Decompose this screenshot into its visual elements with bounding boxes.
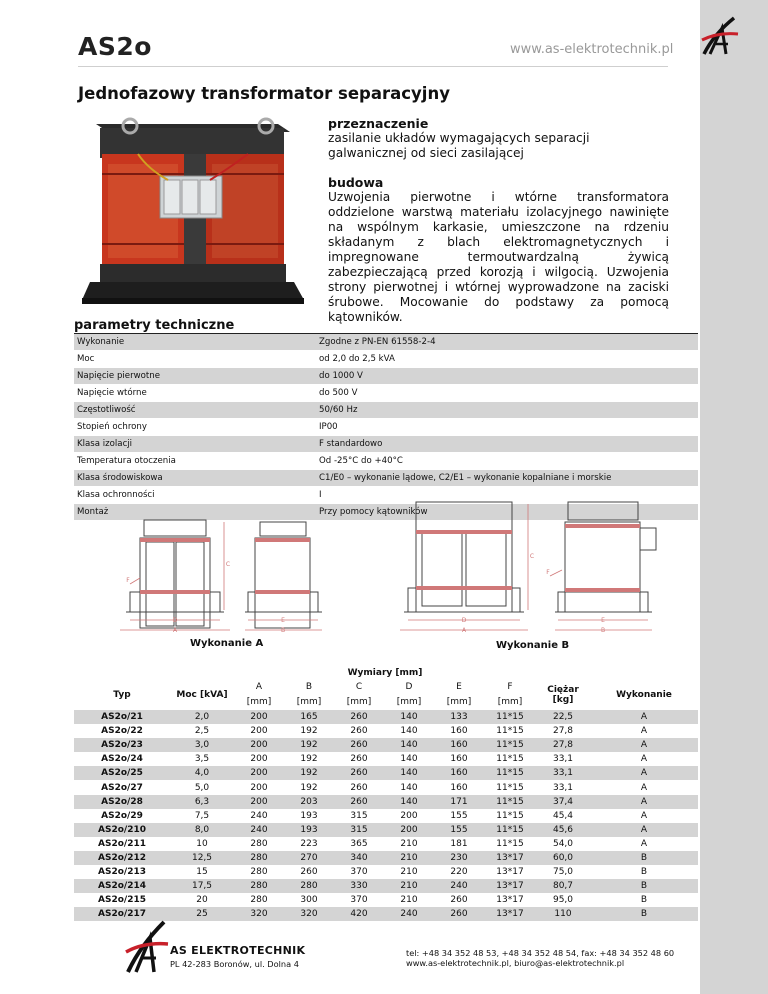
cell-f: 11*15 (484, 710, 536, 724)
cell-d: 140 (384, 766, 434, 780)
cell-a: 200 (234, 795, 284, 809)
cell-variant: B (640, 867, 648, 878)
cell-f: 11*15 (496, 810, 524, 821)
dimension-row (74, 837, 698, 851)
cell-d: 210 (384, 879, 434, 893)
cell-typ: AS2o/21 (74, 710, 170, 724)
param-value: IP00 (315, 419, 698, 436)
cell-variant: B (590, 879, 698, 893)
cell-c: 260 (334, 766, 384, 780)
param-key: Klasa izolacji (74, 436, 315, 453)
dimensions-table (74, 666, 698, 921)
cell-a: 200 (234, 766, 284, 780)
dimension-drawings (100, 492, 690, 657)
cell-moc: 15 (196, 867, 208, 878)
cell-variant: A (590, 795, 698, 809)
cell-weight: 33,1 (536, 766, 590, 780)
cell-weight: 75,0 (552, 867, 574, 878)
cell-f: 11*15 (484, 766, 536, 780)
cell-moc: 6,3 (170, 795, 234, 809)
col-header-a: A (255, 682, 263, 692)
dimension-row (74, 865, 698, 879)
param-value: do 500 V (315, 385, 698, 402)
param-row (74, 334, 698, 351)
cell-weight: 54,0 (552, 838, 574, 849)
company-name: AS ELEKTROTECHNIK (170, 944, 306, 957)
cell-b: 223 (300, 838, 318, 849)
cell-b: 320 (284, 907, 334, 921)
cell-moc: 3,0 (170, 738, 234, 752)
cell-e: 160 (450, 754, 468, 765)
cell-b: 260 (300, 867, 318, 878)
cell-b: 192 (300, 754, 318, 765)
col-header-e: E (456, 682, 462, 692)
cell-e: 160 (434, 766, 484, 780)
cell-moc: 25 (170, 907, 234, 921)
cell-weight: 33,1 (552, 754, 574, 765)
cell-weight: 22,5 (536, 710, 590, 724)
param-value: do 1000 V (315, 368, 698, 385)
col-header-typ: Typ (113, 690, 131, 700)
dimension-row (74, 893, 698, 907)
cell-e: 155 (450, 810, 468, 821)
cell-b: 192 (284, 738, 334, 752)
dimension-row (74, 879, 698, 893)
param-key: Moc (74, 351, 315, 368)
cell-c: 260 (334, 738, 384, 752)
right-sidebar-band (700, 0, 768, 994)
cell-d: 140 (384, 710, 434, 724)
cell-c: 260 (350, 754, 368, 765)
dim-label-c-a: C (225, 561, 231, 568)
dim-label-b-a: B (280, 627, 286, 634)
param-value: I (315, 487, 698, 504)
cell-f: 11*15 (496, 726, 524, 737)
cell-moc: 2,0 (170, 710, 234, 724)
col-header-b: B (305, 682, 313, 692)
cell-e: 155 (434, 823, 484, 837)
cell-moc: 3,5 (194, 754, 210, 765)
cell-weight: 27,8 (536, 738, 590, 752)
cell-a: 240 (234, 823, 284, 837)
cell-a: 240 (250, 810, 268, 821)
cell-moc: 5,0 (194, 782, 210, 793)
dimension-row (74, 752, 698, 766)
cell-a: 200 (250, 782, 268, 793)
purpose-heading: przeznaczenie (328, 116, 429, 131)
cell-d: 210 (400, 838, 418, 849)
unit-a: [mm] (246, 697, 272, 707)
construction-text-last: kątowników. (328, 310, 403, 324)
cell-b: 280 (284, 879, 334, 893)
dimension-row (74, 809, 698, 823)
cell-c: 340 (334, 851, 384, 865)
construction-text: Uzwojenia pierwotne i wtórne transformatora oddzielone warstwą materiału izolacyjnego nawinięte na wspólnym karkasie, umieszczone na rdzeniu składanym z blach elektromagnetycznych i impregnowane termoutwardzalną żywicą zabezpieczającą przed korozją i wilgocią. Uzwojenia strony pierwotnej i wtórnej wyprowadzone na zaciski śrubowe. Mocowanie do podstawy za pomocą (328, 190, 669, 309)
param-value: F standardowo (315, 436, 698, 453)
cell-e: 230 (434, 851, 484, 865)
cell-e: 260 (450, 895, 468, 906)
cell-weight: 45,4 (552, 810, 574, 821)
cell-typ: AS2o/28 (74, 795, 170, 809)
cell-weight: 27,8 (552, 726, 574, 737)
cell-typ: AS2o/25 (74, 766, 170, 780)
cell-b: 193 (284, 823, 334, 837)
param-value: Przy pomocy kątowników (315, 504, 698, 521)
cell-typ: AS2o/211 (98, 838, 146, 849)
company-logo-icon (700, 14, 740, 58)
cell-typ: AS2o/212 (74, 851, 170, 865)
cell-d: 210 (400, 895, 418, 906)
param-key: Częstotliwość (74, 402, 315, 419)
cell-e: 160 (450, 726, 468, 737)
dim-label-d-a: D (172, 617, 178, 624)
variant-a-label: Wykonanie A (190, 638, 264, 649)
cell-e: 181 (450, 838, 468, 849)
param-key: Napięcie pierwotne (74, 368, 315, 385)
contact-web-email[interactable]: www.as-elektrotechnik.pl, biuro@as-elektrotechnik.pl (406, 958, 625, 968)
col-header-c: C (355, 682, 363, 692)
cell-variant: A (640, 838, 648, 849)
unit-b: [mm] (296, 697, 322, 707)
dimension-row (74, 823, 698, 837)
website-link[interactable]: www.as-elektrotechnik.pl (510, 42, 674, 57)
cell-variant: A (590, 823, 698, 837)
cell-d: 140 (400, 782, 418, 793)
variant-b-label: Wykonanie B (496, 640, 570, 651)
cell-d: 240 (384, 907, 434, 921)
dim-label-f-b: F (546, 569, 550, 576)
param-key: Klasa środowiskowa (74, 470, 315, 487)
cell-variant: A (640, 782, 648, 793)
cell-e: 160 (450, 782, 468, 793)
dimension-row (74, 710, 698, 724)
cell-a: 320 (234, 907, 284, 921)
cell-c: 370 (350, 867, 368, 878)
cell-f: 11*15 (484, 823, 536, 837)
cell-e: 220 (450, 867, 468, 878)
cell-weight: 60,0 (536, 851, 590, 865)
dim-label-a-b: A (461, 627, 467, 634)
cell-variant: B (590, 907, 698, 921)
cell-f: 13*17 (496, 867, 524, 878)
transformer-photo (78, 114, 308, 310)
cell-d: 210 (400, 867, 418, 878)
dim-label-b-b: B (600, 627, 606, 634)
cell-b: 192 (300, 782, 318, 793)
cell-d: 200 (400, 810, 418, 821)
unit-d: [mm] (396, 697, 422, 707)
cell-a: 280 (250, 838, 268, 849)
cell-typ: AS2o/217 (74, 907, 170, 921)
param-row (74, 351, 698, 368)
cell-weight: 95,0 (552, 895, 574, 906)
dim-label-f-a: F (126, 577, 130, 584)
cell-e: 260 (434, 907, 484, 921)
cell-weight: 33,1 (552, 782, 574, 793)
cell-moc: 20 (196, 895, 208, 906)
cell-f: 13*17 (484, 907, 536, 921)
dimension-row (74, 724, 698, 738)
cell-typ: AS2o/214 (74, 879, 170, 893)
cell-typ: AS2o/27 (101, 782, 143, 793)
cell-f: 13*17 (484, 879, 536, 893)
product-model: AS2o (78, 32, 152, 61)
cell-weight: 110 (536, 907, 590, 921)
param-key: Temperatura otoczenia (74, 453, 315, 470)
cell-a: 280 (234, 851, 284, 865)
cell-d: 140 (400, 754, 418, 765)
cell-f: 13*17 (484, 851, 536, 865)
param-row (74, 368, 698, 385)
cell-c: 370 (350, 895, 368, 906)
dimension-row (74, 738, 698, 752)
unit-e: [mm] (446, 697, 472, 707)
cell-f: 11*15 (496, 754, 524, 765)
cell-d: 210 (384, 851, 434, 865)
contact-phones: tel: +48 34 352 48 53, +48 34 352 48 54, fax: +48 34 352 48 60 (406, 948, 675, 958)
param-row (74, 385, 698, 402)
cell-moc: 10 (196, 838, 208, 849)
cell-a: 280 (234, 879, 284, 893)
cell-variant: B (640, 895, 648, 906)
param-row (74, 419, 698, 436)
cell-variant: A (640, 810, 648, 821)
cell-weight: 45,6 (536, 823, 590, 837)
param-value: Zgodne z PN-EN 61558-2-4 (315, 334, 698, 351)
cell-e: 160 (434, 738, 484, 752)
cell-c: 330 (334, 879, 384, 893)
cell-b: 192 (284, 766, 334, 780)
cell-a: 280 (250, 895, 268, 906)
cell-a: 280 (250, 867, 268, 878)
cell-f: 11*15 (496, 782, 524, 793)
purpose-text: zasilanie układów wymagających separacji galwanicznej od sieci zasilającej (328, 131, 590, 160)
footer-logo-icon (124, 918, 170, 976)
cell-moc: 2,5 (194, 726, 210, 737)
param-key: Klasa ochronności (74, 487, 315, 504)
header-divider (78, 66, 668, 67)
cell-a: 200 (234, 738, 284, 752)
cell-typ: AS2o/29 (101, 810, 143, 821)
param-key: Napięcie wtórne (74, 385, 315, 402)
cell-c: 260 (334, 710, 384, 724)
unit-c: [mm] (346, 697, 372, 707)
cell-weight: 80,7 (536, 879, 590, 893)
cell-variant: A (590, 766, 698, 780)
param-row (74, 470, 698, 487)
dim-label-d-b: D (461, 617, 467, 624)
col-header-variant: Wykonanie (616, 690, 672, 700)
unit-f: [mm] (497, 697, 523, 707)
dimension-row (74, 851, 698, 865)
cell-d: 200 (384, 823, 434, 837)
param-row (74, 402, 698, 419)
cell-f: 13*17 (496, 895, 524, 906)
cell-variant: A (590, 710, 698, 724)
col-header-moc: Moc [kVA] (176, 690, 228, 700)
cell-d: 140 (400, 726, 418, 737)
dim-label-a-a: A (172, 627, 178, 634)
cell-c: 420 (334, 907, 384, 921)
cell-e: 133 (434, 710, 484, 724)
cell-moc: 8,0 (170, 823, 234, 837)
param-value: Od -25°C do +40°C (315, 453, 698, 470)
cell-b: 193 (300, 810, 318, 821)
cell-b: 192 (300, 726, 318, 737)
cell-a: 200 (250, 754, 268, 765)
cell-variant: A (590, 738, 698, 752)
cell-moc: 7,5 (194, 810, 210, 821)
company-address: PL 42-283 Boronów, ul. Dolna 4 (170, 959, 299, 969)
cell-moc: 4,0 (170, 766, 234, 780)
cell-d: 140 (384, 795, 434, 809)
cell-c: 260 (350, 782, 368, 793)
cell-typ: AS2o/22 (101, 726, 143, 737)
cell-typ: AS2o/210 (74, 823, 170, 837)
cell-moc: 12,5 (170, 851, 234, 865)
param-row (74, 453, 698, 470)
cell-a: 200 (250, 726, 268, 737)
params-heading: parametry techniczne (74, 318, 235, 333)
param-value: od 2,0 do 2,5 kVA (315, 351, 698, 368)
cell-c: 315 (350, 810, 368, 821)
param-row (74, 436, 698, 453)
cell-weight: 37,4 (536, 795, 590, 809)
cell-f: 11*15 (496, 838, 524, 849)
cell-b: 300 (300, 895, 318, 906)
cell-c: 365 (350, 838, 368, 849)
product-description (328, 116, 669, 339)
dim-label-c-b: C (529, 553, 535, 560)
dim-label-e-a: E (281, 617, 285, 624)
param-value: C1/E0 – wykonanie lądowe, C2/E1 – wykonanie kopalniane i morskie (315, 470, 698, 487)
cell-f: 11*15 (484, 795, 536, 809)
col-header-weight: Ciężar [kg] (547, 685, 579, 705)
param-key: Montaż (74, 504, 315, 521)
param-value: 50/60 Hz (315, 402, 698, 419)
cell-c: 260 (334, 795, 384, 809)
cell-variant: A (640, 754, 648, 765)
cell-moc: 17,5 (170, 879, 234, 893)
cell-b: 203 (284, 795, 334, 809)
col-header-f: F (507, 682, 513, 692)
cell-c: 315 (334, 823, 384, 837)
cell-typ: AS2o/24 (101, 754, 143, 765)
construction-heading: budowa (328, 175, 384, 190)
dimension-row (74, 766, 698, 780)
dimension-row (74, 795, 698, 809)
cell-typ: AS2o/213 (98, 867, 146, 878)
cell-c: 260 (350, 726, 368, 737)
cell-a: 200 (234, 710, 284, 724)
cell-f: 11*15 (484, 738, 536, 752)
param-key: Stopień ochrony (74, 419, 315, 436)
cell-typ: AS2o/23 (74, 738, 170, 752)
cell-e: 240 (434, 879, 484, 893)
dim-label-e-b: E (601, 617, 605, 624)
dimensions-group-header: Wymiary [mm] (347, 668, 423, 678)
cell-e: 171 (434, 795, 484, 809)
dimension-row (74, 780, 698, 794)
cell-b: 165 (284, 710, 334, 724)
cell-typ: AS2o/215 (98, 895, 146, 906)
cell-variant: A (640, 726, 648, 737)
cell-b: 270 (284, 851, 334, 865)
cell-d: 140 (384, 738, 434, 752)
product-subtitle: Jednofazowy transformator separacyjny (78, 84, 450, 103)
col-header-d: D (405, 682, 413, 692)
param-key: Wykonanie (74, 334, 315, 351)
cell-variant: B (590, 851, 698, 865)
